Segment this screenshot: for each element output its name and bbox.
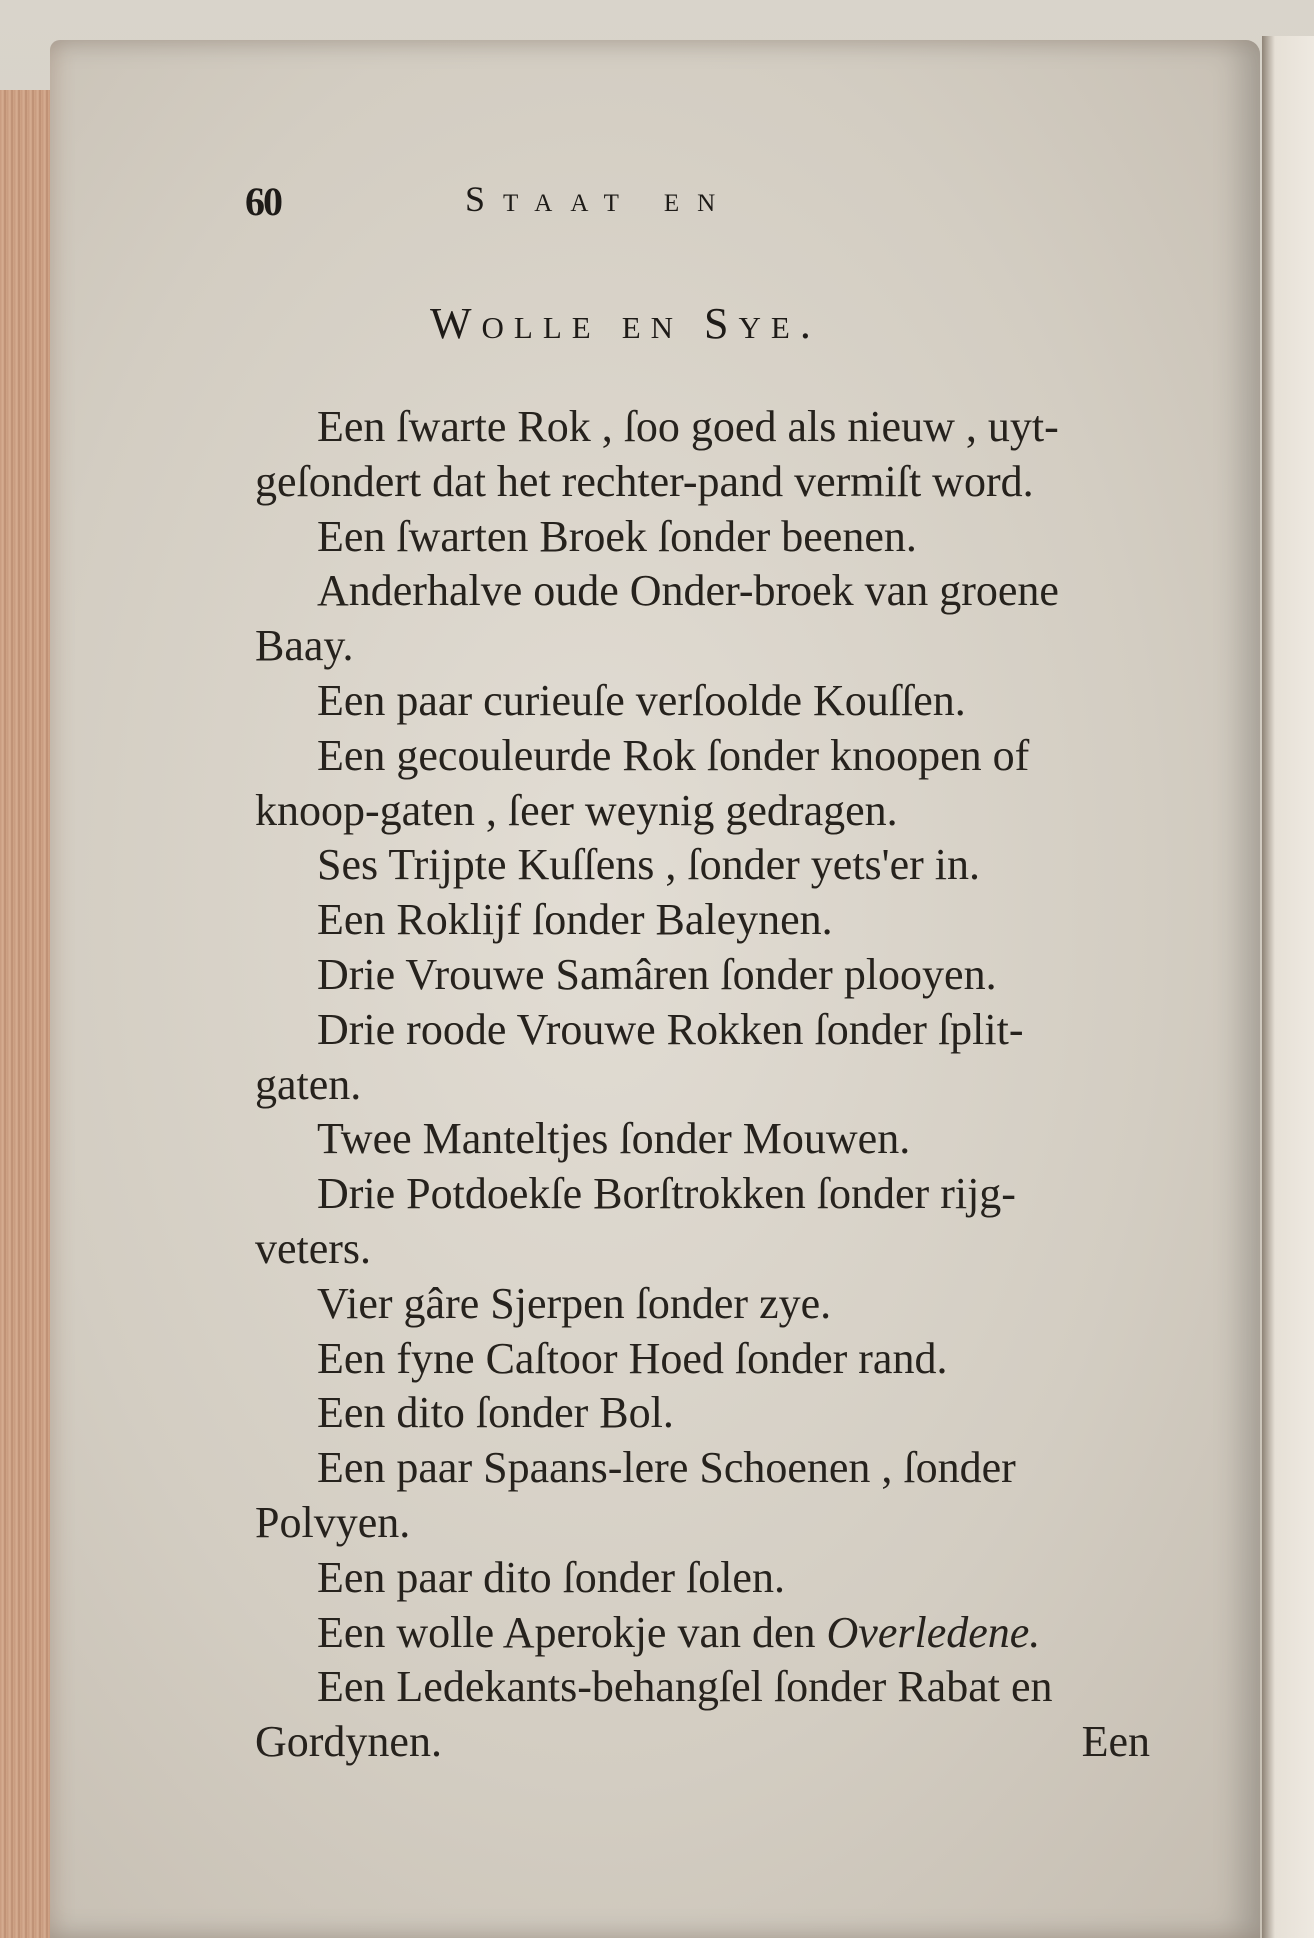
text-line: Een ſwarte Rok , ſoo goed als nieuw , uyt- bbox=[317, 402, 1059, 451]
running-head: Staat en bbox=[465, 179, 734, 219]
text-line: Een Ledekants-behangſel ſonder Rabat en bbox=[317, 1662, 1053, 1712]
text-line bbox=[255, 1606, 1150, 1661]
text-line: Drie Vrouwe Samâren ſonder plooyen. bbox=[317, 949, 997, 999]
text-line: geſondert dat het rechter-pand vermiſt word. bbox=[255, 456, 1034, 506]
text-line: Een paar Spaans-lere Schoenen , ſonder bbox=[317, 1443, 1016, 1493]
text-line: gaten. bbox=[255, 1059, 362, 1109]
italic-word: Overledene. bbox=[826, 1607, 1041, 1657]
section-title: Wolle en Sye. bbox=[430, 299, 821, 348]
text-line: Een Roklijf ſonder Baleynen. bbox=[317, 895, 833, 945]
text-line: Een fyne Caſtoor Hoed ſonder rand. bbox=[317, 1333, 948, 1383]
text-line: Een paar dito ſonder ſolen. bbox=[317, 1552, 785, 1602]
text-line: Twee Manteltjes ſonder Mouwen. bbox=[317, 1114, 911, 1164]
text-line: Een dito ſonder Bol. bbox=[317, 1388, 674, 1438]
text-line: veters. bbox=[255, 1223, 372, 1273]
text-line: Vier gâre Sjerpen ſonder zye. bbox=[317, 1278, 832, 1328]
page-header bbox=[245, 178, 945, 228]
text-line: Baay. bbox=[255, 621, 354, 671]
text-line bbox=[255, 1715, 1150, 1770]
text-line: Drie Potdoekſe Borſtrokken ſonder rijg- bbox=[317, 1169, 1016, 1219]
catchword: Een bbox=[1081, 1717, 1150, 1767]
facing-page-edge bbox=[1262, 36, 1314, 1938]
text-line: Een paar curieuſe verſoolde Kouſſen. bbox=[317, 675, 966, 725]
text-line: Een gecouleurde Rok ſonder knoopen of bbox=[317, 730, 1030, 780]
text-line-part: Gordynen. bbox=[255, 1717, 442, 1767]
inventory-text bbox=[255, 400, 1150, 1770]
text-line: Anderhalve oude Onder-broek van groene bbox=[317, 566, 1059, 616]
text-line: Polvyen. bbox=[255, 1497, 411, 1547]
text-line-part: Een wolle Aperokje van den bbox=[317, 1607, 816, 1657]
text-line: Ses Trijpte Kuſſens , ſonder yets'er in. bbox=[317, 840, 981, 890]
page-number: 60 bbox=[245, 179, 281, 224]
text-line: Drie roode Vrouwe Rokken ſonder ſplit- bbox=[317, 1004, 1024, 1054]
text-line: Een ſwarten Broek ſonder beenen. bbox=[317, 511, 917, 561]
text-line: knoop-gaten , ſeer weynig gedragen. bbox=[255, 785, 898, 835]
